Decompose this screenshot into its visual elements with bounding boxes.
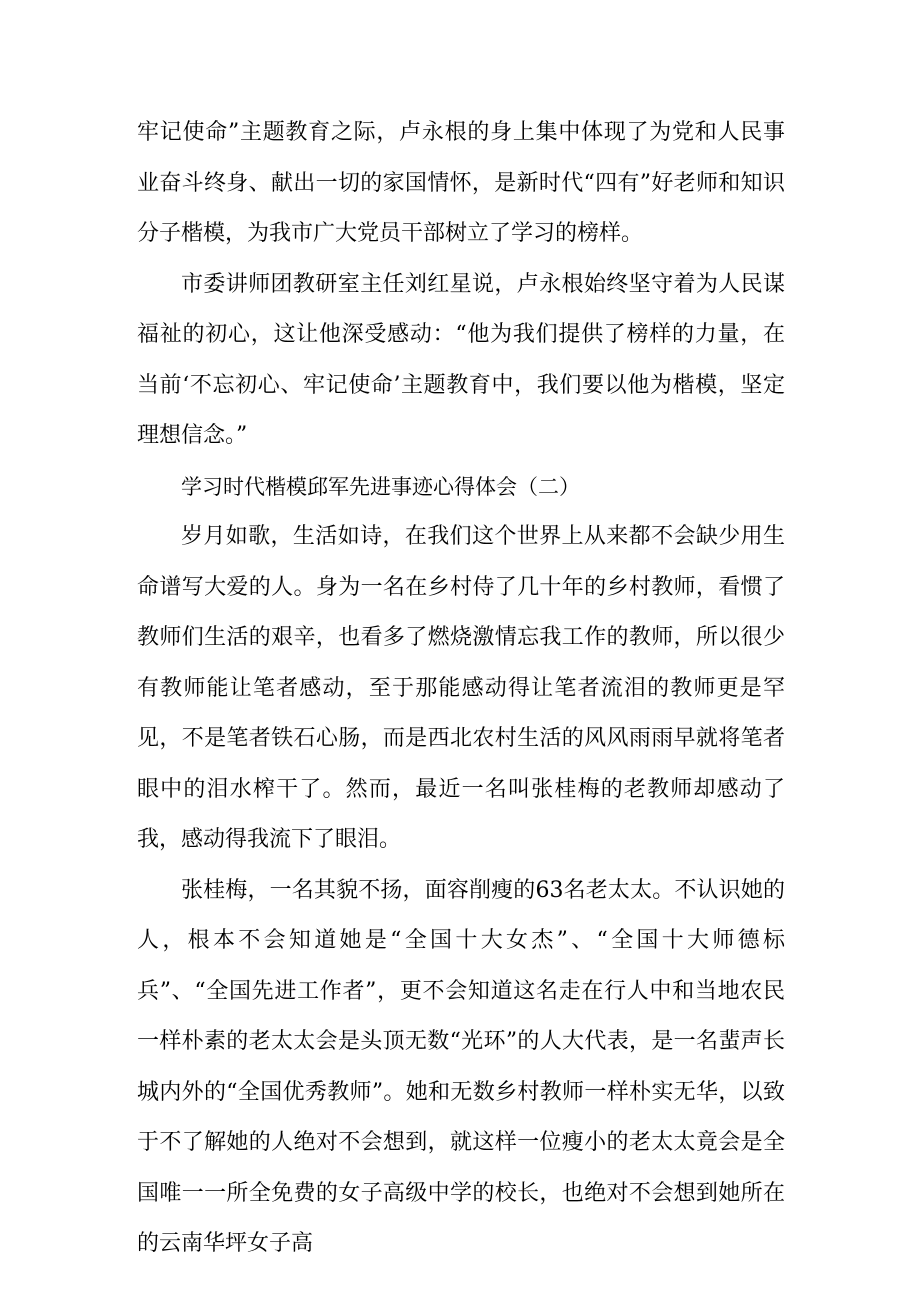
paragraph-2: 市委讲师团教研室主任刘红星说，卢永根始终坚守着为人民谋福祉的初心，这让他深受感动：“他为我们提供了榜样的力量，在当前‘不忘初心、牢记使命’主题教育中，我们要以他为楷模，坚定理想信念。”: [137, 271, 785, 448]
paragraph-4: 张桂梅，一名其貌不扬，面容削瘦的63名老太太。不认识她的人，根本不会知道她是“全国十大女杰”、“全国十大师德标兵”、“全国先进工作者”，更不会知道这名走在行人中和当地农民一样朴素的老太太会是头顶无数“光环”的人大代表，是一名蜚声长城内外的“全国优秀教师”。她和无数乡村教师一样朴实无华，以致于不了解她的人绝对不会想到，就这样一位瘦小的老太太竟会是全国唯一一所全免费的女子高级中学的校长，也绝对不会想到她所在的云南华坪女子高: [137, 877, 785, 1256]
document-body: [137, 108, 785, 1270]
section-heading: 学习时代楷模邱军先进事迹心得体会（二）: [181, 474, 580, 499]
paragraph-1: 牢记使命”主题教育之际，卢永根的身上集中体现了为党和人民事业奋斗终身、献出一切的家国情怀，是新时代“四有”好老师和知识分子楷模，为我市广大党员干部树立了学习的榜样。: [137, 120, 785, 246]
paragraph-3: 岁月如歌，生活如诗，在我们这个世界上从来都不会缺少用生命谱写大爱的人。身为一名在乡村侍了几十年的乡村教师，看惯了教师们生活的艰辛，也看多了燃烧激情忘我工作的教师，所以很少有教师能让笔者感动，至于那能感动得让笔者流泪的教师更是罕见，不是笔者铁石心肠，而是西北农村生活的风风雨雨早就将笔者眼中的泪水榨干了。然而，最近一名叫张桂梅的老教师却感动了我，感动得我流下了眼泪。: [137, 524, 785, 852]
